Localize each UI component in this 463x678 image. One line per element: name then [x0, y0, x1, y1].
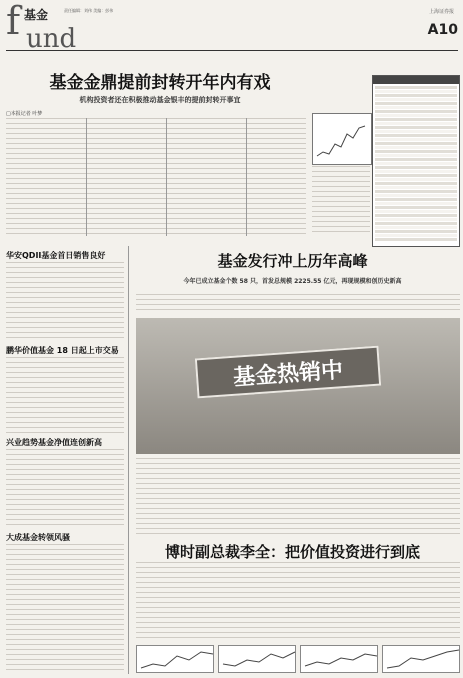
masthead-section: 基金: [24, 8, 49, 22]
small-chart: [382, 645, 460, 673]
table-row: [375, 218, 457, 221]
table-row: [375, 186, 457, 189]
small-chart-line: [219, 646, 299, 674]
column-rule: [86, 118, 87, 236]
small-chart-line: [137, 646, 217, 674]
lead-byline: □本报记者 叶梦: [6, 111, 43, 117]
masthead-subtitle: und: [26, 24, 77, 54]
table-row: [375, 110, 457, 113]
table-row: [375, 94, 457, 97]
photo-sign: 基金热销中: [195, 346, 381, 399]
table-row: [375, 210, 457, 213]
page-number: A10: [427, 22, 458, 38]
table-row: [375, 166, 457, 169]
table-header: [373, 76, 459, 84]
table-row: [375, 106, 457, 109]
table-row: [375, 194, 457, 197]
table-row: [375, 226, 457, 229]
table-row: [375, 98, 457, 101]
small-charts-row: [136, 645, 460, 673]
table-row: [375, 90, 457, 93]
section-title-3: 兴业趋势基金净值连创新高: [6, 438, 102, 447]
middle-body-text: [136, 458, 460, 536]
table-row: [375, 86, 457, 89]
table-row: [375, 130, 457, 133]
table-row: [375, 122, 457, 125]
lead-chart: [312, 113, 372, 165]
middle-headline: 基金发行冲上历年高峰: [217, 252, 368, 270]
table-row: [375, 238, 457, 241]
table-row: [375, 222, 457, 225]
paper-name: 上海证券报: [428, 9, 454, 15]
table-row: [375, 102, 457, 105]
table-row: [375, 230, 457, 233]
section-title-2: 鹏华价值基金 18 日起上市交易: [6, 346, 119, 355]
table-row: [375, 202, 457, 205]
table-row: [375, 162, 457, 165]
table-row: [375, 158, 457, 161]
table-row: [375, 150, 457, 153]
small-chart-line: [383, 646, 463, 674]
small-chart: [300, 645, 378, 673]
chart-caption-text: [312, 166, 370, 236]
section-4-body: [6, 544, 124, 672]
small-chart-line: [301, 646, 381, 674]
table-row: [375, 154, 457, 157]
table-row: [375, 170, 457, 173]
middle-subheadline: 今年已成立基金个数 58 只，首发总规模 2225.55 亿元，再现规模和创历史新高: [183, 278, 402, 285]
table-row: [375, 118, 457, 121]
lead-headline: 基金金鼎提前封转开年内有戏: [49, 73, 271, 93]
column-rule: [128, 246, 129, 674]
table-row: [375, 138, 457, 141]
table-row: [375, 134, 457, 137]
lead-chart-line: [313, 114, 371, 164]
lead-body-text: [6, 118, 306, 236]
middle-intro-text: [136, 294, 460, 314]
masthead-meta: 责任编辑：刘伟 美编：彭伟: [64, 8, 114, 13]
table-row: [375, 126, 457, 129]
masthead: [6, 0, 458, 54]
masthead-letter-f: f: [6, 0, 21, 43]
table-row: [375, 182, 457, 185]
data-table: [372, 75, 460, 247]
table-row: [375, 214, 457, 217]
table-row: [375, 178, 457, 181]
table-row: [375, 114, 457, 117]
section-3-body: [6, 449, 124, 529]
section-title-1: 华安QDII基金首日销售良好: [6, 251, 106, 260]
column-rule: [246, 118, 247, 236]
section-2-body: [6, 357, 124, 435]
small-chart: [218, 645, 296, 673]
table-row: [375, 174, 457, 177]
section-1-body: [6, 262, 124, 342]
small-chart: [136, 645, 214, 673]
table-row: [375, 198, 457, 201]
bottom-body-text: [136, 562, 460, 642]
table-row: [375, 206, 457, 209]
news-photo: [136, 318, 460, 454]
lead-subheadline: 机构投资者还在积极推动基金银丰的提前封转开事宜: [79, 96, 241, 104]
table-row: [375, 190, 457, 193]
column-rule: [166, 118, 167, 236]
section-title-4: 大成基金转领风骚: [6, 533, 70, 542]
table-row: [375, 234, 457, 237]
table-row: [375, 142, 457, 145]
table-row: [375, 146, 457, 149]
bottom-headline: 博时副总裁李全：把价值投资进行到底: [164, 543, 420, 561]
